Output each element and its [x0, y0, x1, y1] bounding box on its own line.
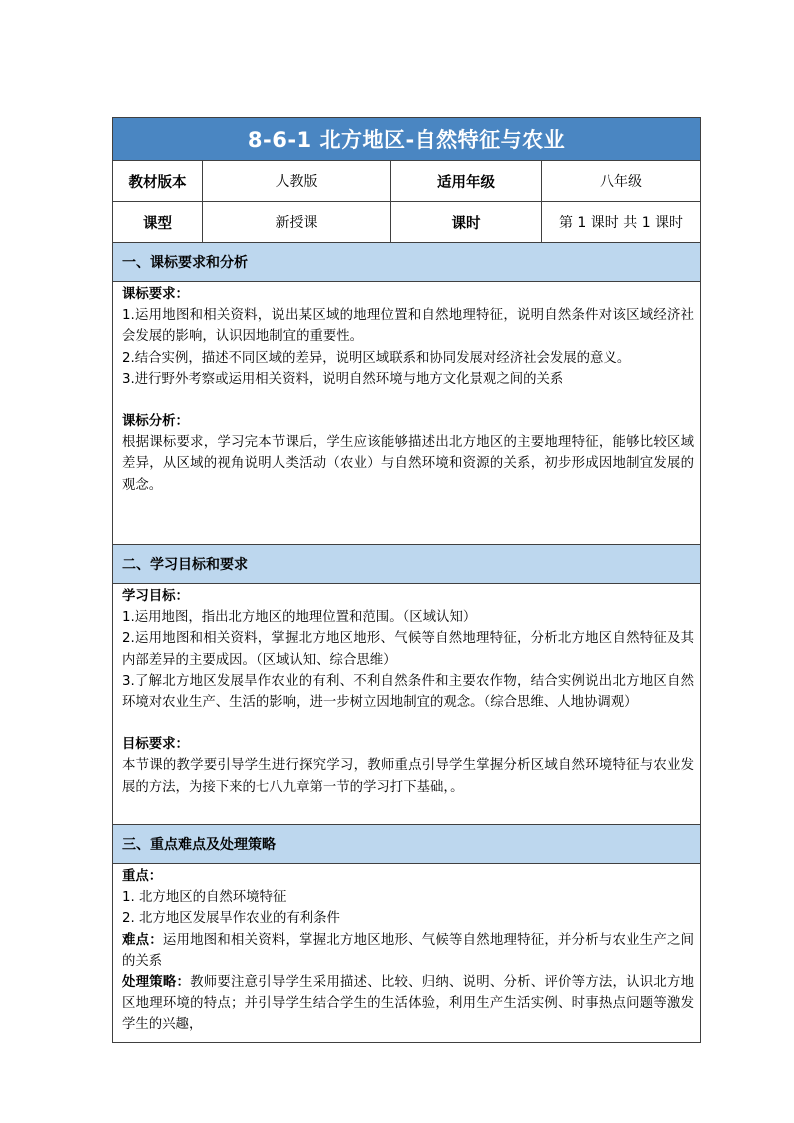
learning-goal-item: 2.运用地图和相关资料，掌握北方地区地形、气候等自然地理特征，分析北方地区自然特征及其内部差异的主要成因。（区域认知、综合思维） [122, 631, 695, 668]
standards-requirement-title: 课标要求： [122, 287, 189, 302]
lesson-plan-table [112, 117, 701, 1043]
edition-value: 人教版 [203, 161, 391, 202]
lesson-type-label: 课型 [113, 202, 203, 243]
goal-requirement-text: 本节课的教学要引导学生进行探究学习，教师重点引导学生掌握分析区域自然环境特征与农业发展的方法，为接下来的七八九章第一节的学习打下基础，。 [122, 758, 695, 795]
key-point-item: 1. 北方地区的自然环境特征 [122, 890, 287, 906]
class-hours-value: 第 1 课时 共 1 课时 [542, 202, 701, 243]
section-content-standards [113, 282, 701, 545]
learning-goal-item: 1.运用地图，指出北方地区的地理位置和范围。（区域认知） [122, 610, 477, 626]
edition-label: 教材版本 [113, 161, 203, 202]
strategy-text: 教师要注意引导学生采用描述、比较、归纳、说明、分析、评价等方法，认识北方地区地理环境的特点；并引导学生结合学生的生活体验，利用生产生活实例、时事热点问题等激发学生的兴趣， [122, 975, 695, 1033]
learning-goals-title: 学习目标： [122, 589, 189, 604]
lesson-plan-document [112, 117, 700, 1043]
grade-label: 适用年级 [391, 161, 542, 202]
key-point-item: 2. 北方地区发展旱作农业的有利条件 [122, 911, 340, 927]
section-heading-keypoints: 三、重点难点及处理策略 [113, 825, 701, 864]
section-heading-standards: 一、课标要求和分析 [113, 243, 701, 282]
lesson-type-value: 新授课 [203, 202, 391, 243]
standards-requirement-item: 3.进行野外考察或运用相关资料，说明自然环境与地方文化景观之间的关系 [122, 371, 564, 387]
learning-goal-item: 3.了解北方地区发展旱作农业的有利、不利自然条件和主要农作物，结合实例说出北方地区自然环境对农业生产、生活的影响，进一步树立因地制宜的观念。（综合思维、人地协调观） [122, 673, 695, 711]
section-content-goals [113, 584, 701, 825]
goal-requirement-title: 目标要求： [122, 737, 189, 753]
difficulty-label: 难点： [122, 932, 163, 948]
class-hours-label: 课时 [391, 202, 542, 243]
strategy-line [122, 972, 694, 1036]
standards-requirement-item: 2.结合实例，描述不同区域的差异，说明区域联系和协同发展对经济社会发展的意义。 [122, 350, 631, 366]
standards-requirement-item: 1.运用地图和相关资料，说出某区域的地理位置和自然地理特征，说明自然条件对该区域经济社会发展的影响，认识因地制宜的重要性。 [122, 308, 695, 345]
standards-analysis-title: 课标分析： [122, 414, 189, 430]
spacer [122, 390, 694, 411]
section-content-keypoints [113, 864, 701, 1043]
section-heading-goals: 二、学习目标和要求 [113, 545, 701, 584]
key-points-title: 重点： [122, 869, 163, 884]
difficulty-line [122, 930, 694, 972]
spacer [122, 713, 694, 734]
difficulty-text: 运用地图和相关资料，掌握北方地区地形、气候等自然地理特征，并分析与农业生产之间的关系 [122, 932, 695, 969]
page-title: 8-6-1 北方地区-自然特征与农业 [113, 118, 701, 161]
grade-value: 八年级 [542, 161, 701, 202]
standards-analysis-text: 根据课标要求，学习完本节课后，学生应该能够描述出北方地区的主要地理特征，能够比较区域差异，从区域的视角说明人类活动（农业）与自然环境和资源的关系，初步形成因地制宜发展的观念。 [122, 435, 695, 493]
strategy-label: 处理策略： [122, 975, 191, 991]
